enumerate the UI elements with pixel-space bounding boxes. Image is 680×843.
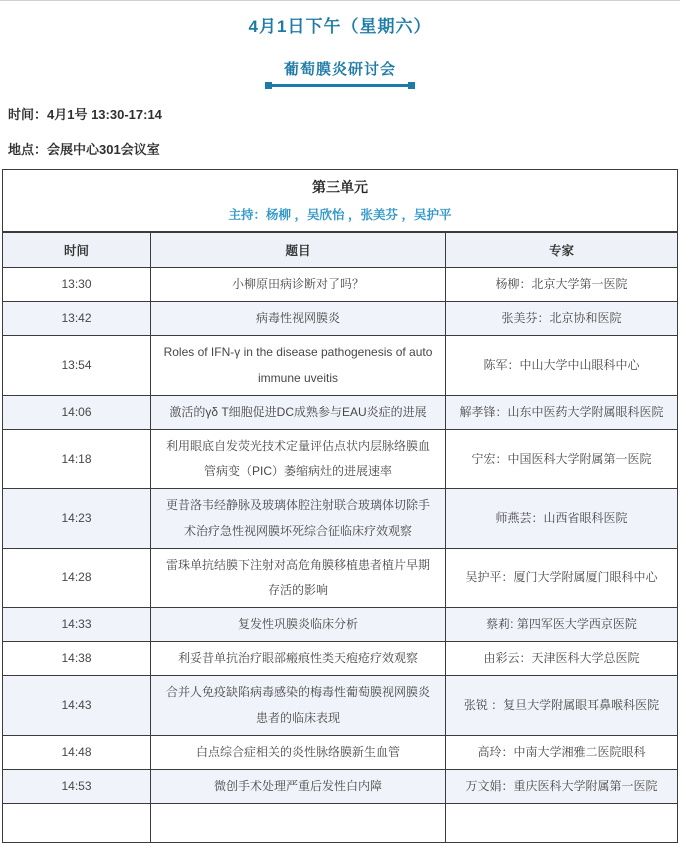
schedule-row bbox=[3, 395, 678, 429]
schedule-cell-topic: 利用眼底自发荧光技术定量评估点状内层脉络膜血管病变（PIC）萎缩病灶的进展速率 bbox=[151, 429, 446, 488]
schedule-cell-expert: 师燕芸：山西省眼科医院 bbox=[446, 489, 678, 548]
session-time: 时间：4月1号 13:30-17:14 bbox=[8, 107, 162, 122]
schedule-row bbox=[3, 608, 678, 642]
schedule-cell-time: 14:06 bbox=[3, 395, 151, 429]
session-location: 地点：会展中心301会议室 bbox=[8, 142, 160, 157]
unit-moderators: 主持：杨柳 ，吴欣怡 ，张美芬 ，吴护平 bbox=[228, 208, 452, 222]
schedule-cell-topic: 病毒性视网膜炎 bbox=[151, 302, 446, 336]
schedule-cell-expert: 张美芬：北京协和医院 bbox=[446, 302, 678, 336]
schedule-cell-time: 14:33 bbox=[3, 608, 151, 642]
schedule-cell-topic: 合并人免疫缺陷病毒感染的梅毒性葡萄膜视网膜炎患者的临床表现 bbox=[151, 676, 446, 735]
unit-header-row bbox=[3, 170, 678, 233]
schedule-cell-expert: 宁宏：中国医科大学附属第一医院 bbox=[446, 429, 678, 488]
schedule-cell-topic: 白点综合症相关的炎性脉络膜新生血管 bbox=[151, 735, 446, 769]
schedule-cell-expert: 蔡莉: 第四军医大学西京医院 bbox=[446, 608, 678, 642]
schedule-cell-expert: 解孝锋：山东中医药大学附属眼科医院 bbox=[446, 395, 678, 429]
schedule-table bbox=[2, 169, 678, 843]
schedule-cell-expert: 张锐 ：复旦大学附属眼耳鼻喉科医院 bbox=[446, 676, 678, 735]
schedule-row bbox=[3, 548, 678, 607]
schedule-cell-topic: 复发性巩膜炎临床分析 bbox=[151, 608, 446, 642]
schedule-cell-topic: 微创手术处理严重后发性白内障 bbox=[151, 770, 446, 804]
schedule-row bbox=[3, 642, 678, 676]
column-header-row bbox=[3, 232, 678, 268]
schedule-cell-topic: Roles of IFN-γ in the disease pathogenesis of autoimmune uveitis bbox=[151, 336, 446, 395]
schedule-row bbox=[3, 489, 678, 548]
schedule-cell-time: 14:53 bbox=[3, 770, 151, 804]
schedule-cell-expert: 高玲：中南大学湘雅二医院眼科 bbox=[446, 735, 678, 769]
subtitle-underline-decoration bbox=[265, 82, 415, 89]
schedule-cell-expert: 杨柳：北京大学第一医院 bbox=[446, 268, 678, 302]
unit-title: 第三单元 bbox=[312, 179, 368, 195]
schedule-cell-topic: 更昔洛韦经静脉及玻璃体腔注射联合玻璃体切除手术治疗急性视网膜坏死综合征临床疗效观察 bbox=[151, 489, 446, 548]
schedule-row bbox=[3, 268, 678, 302]
schedule-cell-time: 14:18 bbox=[3, 429, 151, 488]
schedule-cell-topic: 雷珠单抗结膜下注射对高危角膜移植患者植片早期存活的影响 bbox=[151, 548, 446, 607]
schedule-cell-expert: 吴护平：厦门大学附属厦门眼科中心 bbox=[446, 548, 678, 607]
column-header-time: 时间 bbox=[3, 232, 151, 268]
schedule-row bbox=[3, 676, 678, 735]
column-header-topic: 题目 bbox=[151, 232, 446, 268]
schedule-cell-time: 13:54 bbox=[3, 336, 151, 395]
column-header-expert: 专家 bbox=[446, 232, 678, 268]
schedule-row bbox=[3, 336, 678, 395]
schedule-cell-expert: 陈军：中山大学中山眼科中心 bbox=[446, 336, 678, 395]
schedule-cell-topic: 小柳原田病诊断对了吗？ bbox=[151, 268, 446, 302]
schedule-cell-time: 14:48 bbox=[3, 735, 151, 769]
schedule-cell-time: 13:42 bbox=[3, 302, 151, 336]
schedule-cell-empty bbox=[446, 804, 678, 843]
schedule-cell-topic: 利妥昔单抗治疗眼部瘢痕性类天疱疮疗效观察 bbox=[151, 642, 446, 676]
schedule-cell-time: 13:30 bbox=[3, 268, 151, 302]
session-rows bbox=[3, 268, 678, 843]
schedule-row bbox=[3, 735, 678, 769]
underline-bar bbox=[272, 84, 408, 87]
unit-header-cell bbox=[3, 170, 678, 233]
page-top-divider bbox=[0, 0, 680, 1]
schedule-row bbox=[3, 302, 678, 336]
schedule-cell-time: 14:23 bbox=[3, 489, 151, 548]
schedule-cell-time: 14:43 bbox=[3, 676, 151, 735]
schedule-cell-topic: 激活的γδ T细胞促进DC成熟参与EAU炎症的进展 bbox=[151, 395, 446, 429]
schedule-cell-empty bbox=[151, 804, 446, 843]
schedule-row bbox=[3, 429, 678, 488]
session-subtitle: 葡萄膜炎研讨会 bbox=[283, 61, 396, 78]
schedule-cell-expert: 由彩云：天津医科大学总医院 bbox=[446, 642, 678, 676]
schedule-cell-expert: 万文娟：重庆医科大学附属第一医院 bbox=[446, 770, 678, 804]
schedule-cell-time: 14:28 bbox=[3, 548, 151, 607]
underline-left-square bbox=[265, 82, 272, 89]
schedule-cell-time: 14:38 bbox=[3, 642, 151, 676]
underline-right-square bbox=[408, 82, 415, 89]
schedule-row bbox=[3, 770, 678, 804]
schedule-cell-empty bbox=[3, 804, 151, 843]
schedule-row-partial bbox=[3, 804, 678, 843]
page-title: 4月1日下午（星期六） bbox=[248, 17, 432, 36]
